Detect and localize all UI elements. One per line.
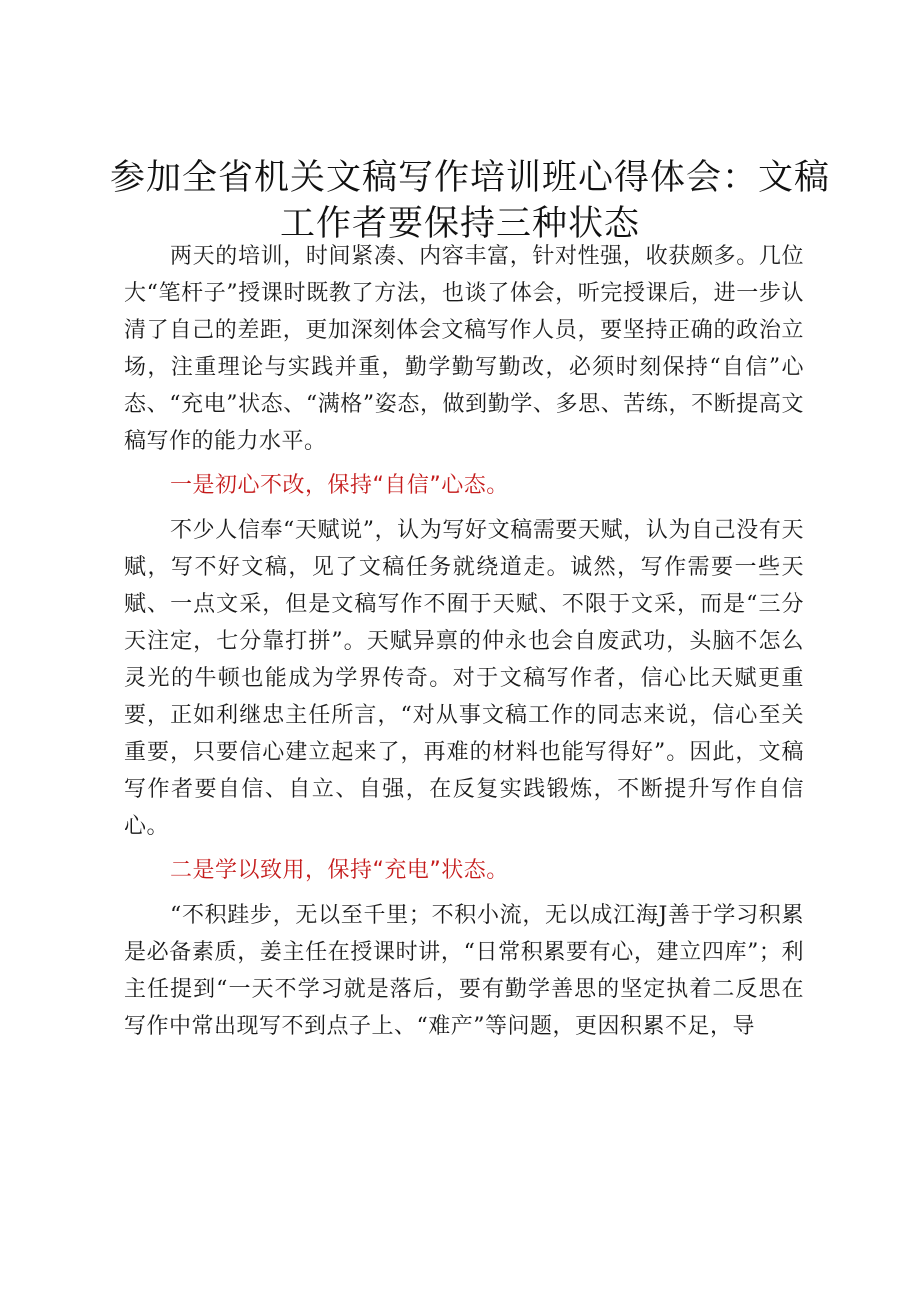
section-1-heading: 一是初心不改，保持“自信”心态。 [170,473,509,498]
title-line-1: 参加全省机关文稿写作培训班心得体会：文稿 [110,158,831,198]
intro-paragraph: 两天的培训，时间紧凑、内容丰富，针对性强，收获颇多。几位大“笔杆子”授课时既教了方法，也谈了体会，听完授课后，进一步认清了自己的差距，更加深刻体会文稿写作人员，要坚持正确的政治立场，注重理论与实践并重，勤学勤写勤改，必须时刻保持“自信”心态、“充电”状态、“满格”姿态，做到勤学、多思、苦练，不断提高文稿写作的能力水平。 [124,244,804,454]
section-2-heading: 二是学以致用，保持“充电”状态。 [170,858,509,883]
document-body [124,238,804,1045]
title-line-2: 工作者要保持三种状态 [279,204,640,244]
document-title [110,155,831,247]
section-1-paragraph: 不少人信奉“天赋说”，认为写好文稿需要天赋，认为自己没有天赋，写不好文稿，见了文稿任务就绕道走。诚然，写作需要一些天赋、一点文采，但是文稿写作不囿于天赋、不限于文采，而是“三分天注定，七分靠打拼”。天赋异禀的仲永也会自废武功，头脑不怎么灵光的牛顿也能成为学界传奇。对于文稿写作者，信心比天赋更重要，正如利继忠主任所言，“对从事文稿工作的同志来说，信心至关重要，只要信心建立起来了，再难的材料也能写得好”。因此，文稿写作者要自信、自立、自强，在反复实践锻炼，不断提升写作自信心。 [124,518,804,839]
section-2-paragraph: “不积跬步，无以至千里；不积小流，无以成江海J善于学习积累是必备素质，姜主任在授课时讲，“日常积累要有心，建立四库”；利主任提到“一天不学习就是落后，要有勤学善思的坚定执着二反思在写作中常出现写不到点子上、“难产”等问题，更因积累不足，导 [124,903,804,1039]
